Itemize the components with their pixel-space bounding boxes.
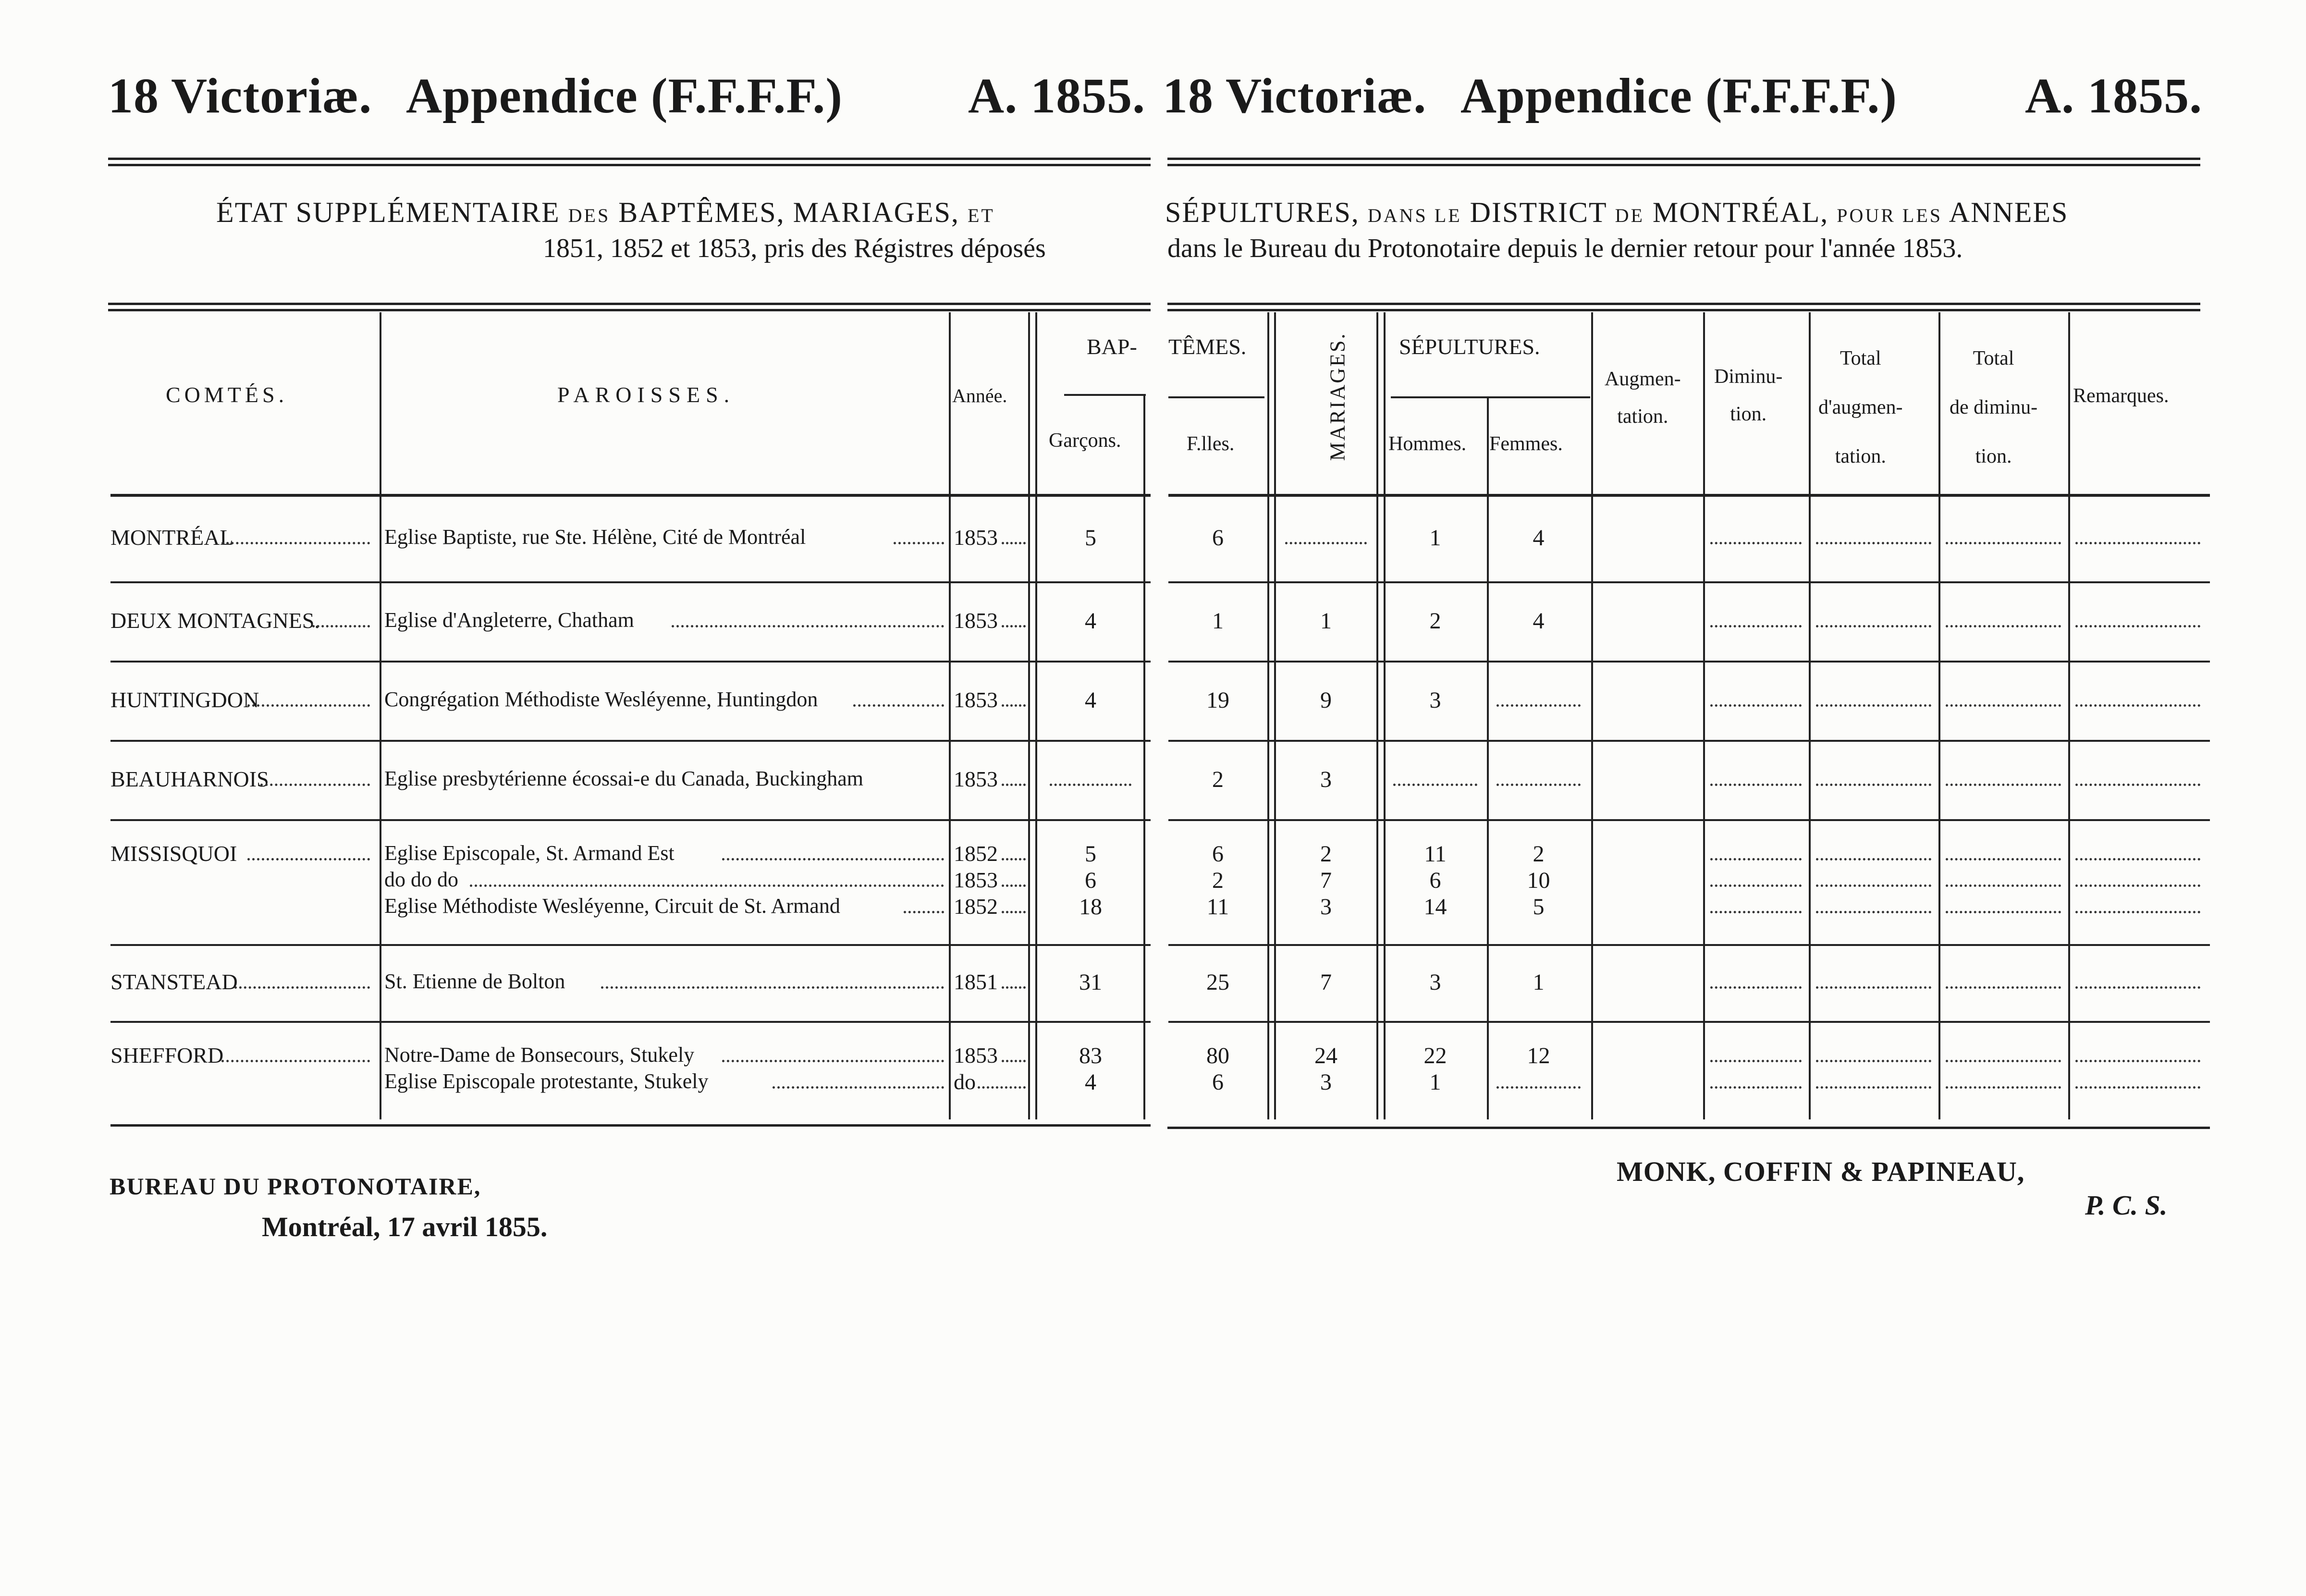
dot-leader [1946,911,2061,913]
dot-leader [2075,625,2200,627]
row-separator-right [1168,740,2210,742]
garcons-value: 4 [1085,687,1096,713]
row-separator-left [110,819,1151,821]
parish-name: St. Etienne de Bolton [384,970,565,993]
filles-value: 19 [1206,687,1229,713]
intro-line-1-right: SÉPULTURES, DANS LE DISTRICT DE MONTRÉAL, POUR LES ANNEES [1165,196,2069,228]
hommes-value: 1 [1429,525,1441,551]
row-separator-left [110,944,1151,946]
femmes-value: 2 [1533,841,1545,867]
year-value: 1852 [954,894,998,919]
mariages-value: 3 [1320,1069,1332,1095]
col-annee: Année. [952,385,1007,406]
sepultures-subrule [1391,396,1590,398]
dot-leader [260,784,370,786]
femmes-value: 1 [1533,970,1545,995]
row-separator-left [110,581,1151,583]
hommes-value: 22 [1423,1043,1447,1068]
col-total-diminution: Total de diminu- tion. [1950,347,2038,467]
mariages-value: 9 [1320,687,1332,713]
county-name: SHEFFORD [110,1043,224,1068]
mariages-value: 3 [1320,894,1332,920]
dot-leader [1002,784,1026,786]
dot-leader [1002,858,1026,860]
footer-title: P. C. S. [2085,1190,2168,1221]
col-rule-filles-a [1267,312,1269,1119]
dot-leader [1816,542,1931,544]
dot-leader [1496,1086,1581,1089]
hommes-value: 2 [1429,608,1441,634]
garcons-value: 83 [1079,1043,1102,1068]
dot-leader [904,911,944,913]
dot-leader [1393,784,1477,786]
dot-leader [2075,1086,2200,1089]
dot-leader [1816,1060,1931,1062]
year-value: 1853 [954,868,998,892]
dot-leader [853,704,944,707]
dot-leader [1002,986,1026,989]
county-name: STANSTEAD [110,970,238,994]
dot-leader [221,1060,370,1062]
row-separator-right [1168,661,2210,663]
garcons-value: 5 [1085,525,1096,551]
col-rule-mariages-a [1376,312,1378,1119]
femmes-value: 12 [1527,1043,1550,1068]
header-rule-right [1167,158,2200,166]
dot-leader [1710,1086,1802,1089]
table-bottom-rule-left [110,1124,1151,1127]
dot-leader [221,542,370,544]
dot-leader [1946,704,2061,707]
dot-leader [1816,986,1931,989]
dot-leader [2075,884,2200,887]
dot-leader [672,625,944,627]
filles-value: 6 [1212,841,1224,867]
year-value: do [954,1069,976,1094]
dot-leader [1002,884,1026,887]
col-diminution: Diminu- tion. [1714,366,1783,425]
mariages-value: 2 [1320,841,1332,867]
col-mariages: MARIAGES. [1325,332,1349,461]
dot-leader [1002,625,1026,627]
filles-value: 25 [1206,970,1229,995]
county-name: HUNTINGDON [110,687,259,712]
parish-name: Eglise Episcopale protestante, Stukely [384,1069,709,1093]
row-separator-left [110,661,1151,663]
dot-leader [1710,986,1802,989]
dot-leader [1946,784,2061,786]
county-name: MISSISQUOI [110,841,237,866]
row-separator-right [1168,819,2210,821]
row-separator-right [1168,944,2210,946]
dot-leader [894,542,944,544]
dot-leader [1710,911,1802,913]
femmes-value: 4 [1533,608,1545,634]
dot-leader [1946,542,2061,544]
parish-name: do do do [384,868,458,891]
dot-leader [1710,1060,1802,1062]
col-rule-annee-a [1028,312,1030,1119]
dot-leader [773,1086,944,1089]
mariages-value: 3 [1320,766,1332,792]
parish-name: Eglise Episcopale, St. Armand Est [384,841,675,865]
dot-leader [978,1086,1026,1089]
dot-leader [1002,1060,1026,1062]
dot-leader [1946,625,2061,627]
parish-name: Eglise Méthodiste Wesléyenne, Circuit de St. Armand [384,894,840,918]
year-value: 1852 [954,841,998,866]
year-value: 1853 [954,687,998,712]
parish-name: Congrégation Méthodiste Wesléyenne, Huntingdon [384,687,818,711]
col-rule-mariages-b [1384,312,1386,1119]
footer-place-date: Montréal, 17 avril 1855. [262,1211,548,1242]
hommes-value: 14 [1423,894,1447,920]
intro-line-2-right: dans le Bureau du Protonotaire depuis le dernier retour pour l'année 1853. [1167,233,1963,263]
year-value: 1853 [954,1043,998,1068]
county-name: DEUX MONTAGNES. [110,608,320,633]
dot-leader [1002,704,1026,707]
col-rule-paroisses [949,312,951,1119]
header-bottom-rule-right [1168,494,2210,497]
col-augmentation: Augmen- tation. [1605,368,1681,428]
row-separator-right [1168,581,2210,583]
table-top-rule-left [108,303,1151,311]
county-name: MONTRÉAL [110,525,233,550]
header-left-title: Appendice (F.F.F.F.) [406,68,843,123]
dot-leader [2075,1060,2200,1062]
filles-value: 80 [1206,1043,1229,1068]
dot-leader [1816,911,1931,913]
intro-line-2-left: 1851, 1852 et 1853, pris des Régistres déposés [543,233,1046,263]
dot-leader [1710,858,1802,860]
row-separator-left [110,740,1151,742]
year-value: 1853 [954,766,998,791]
col-filles: F.lles. [1187,433,1235,455]
dot-leader [247,858,370,860]
dot-leader [312,625,370,627]
filles-value: 6 [1212,1069,1224,1095]
femmes-value: 4 [1533,525,1545,551]
dot-leader [1710,704,1802,707]
year-value: 1853 [954,525,998,550]
col-hommes: Hommes. [1388,433,1467,455]
col-femmes: Femmes. [1489,433,1563,455]
hommes-value: 11 [1424,841,1447,867]
col-comtes: COMTÉS. [166,382,288,407]
dot-leader [722,858,944,860]
col-bap: BAP- [1087,334,1137,359]
femmes-value: 5 [1533,894,1545,920]
mariages-value: 7 [1320,868,1332,893]
header-right-session: 18 Victoriæ. [1163,68,1427,123]
header-left-session: 18 Victoriæ. [108,68,372,123]
parish-name: Notre-Dame de Bonsecours, Stukely [384,1043,695,1067]
dot-leader [1816,884,1931,887]
temes-subrule [1168,396,1264,398]
dot-leader [1816,625,1931,627]
table-top-rule-right [1167,303,2200,311]
dot-leader [2075,911,2200,913]
filles-value: 2 [1212,868,1224,893]
col-garcons: Garçons. [1049,430,1121,452]
dot-leader [1816,704,1931,707]
dot-leader [1002,542,1026,544]
col-rule-filles-b [1274,312,1276,1119]
col-rule-comtes [380,312,381,1119]
garcons-value: 4 [1085,608,1096,634]
dot-leader [2075,986,2200,989]
col-rule-femmes [1591,312,1593,1119]
year-value: 1853 [954,608,998,633]
dot-leader [247,704,370,707]
dot-leader [1816,784,1931,786]
bap-subrule [1064,394,1146,396]
parish-name: Eglise d'Angleterre, Chatham [384,608,634,632]
mariages-value: 1 [1320,608,1332,634]
footer-bureau: BUREAU DU PROTONOTAIRE, [110,1173,481,1200]
dot-leader [2075,784,2200,786]
dot-leader [601,986,944,989]
intro-line-1-left: ÉTAT SUPPLÉMENTAIRE DES BAPTÊMES, MARIAGES, ET [216,196,995,228]
garcons-value: 6 [1085,868,1096,893]
footer-signers: MONK, COFFIN & PAPINEAU, [1617,1156,2025,1187]
dot-leader [1002,911,1026,913]
col-rule-augmentation [1703,312,1705,1119]
table-bottom-rule-right [1167,1127,2210,1129]
mariages-value: 7 [1320,970,1332,995]
dot-leader [470,884,944,887]
col-paroisses: PAROISSES. [557,382,736,407]
hommes-value: 6 [1429,868,1441,893]
dot-leader [1946,884,2061,887]
row-separator-right [1168,1021,2210,1023]
dot-leader [1496,784,1581,786]
col-sepultures: SÉPULTURES. [1399,334,1540,359]
col-remarques: Remarques. [2073,385,2169,407]
dot-leader [1285,542,1367,544]
col-rule-diminution [1809,312,1811,1119]
header-bottom-rule-left [110,494,1151,497]
filles-value: 11 [1206,894,1229,920]
dot-leader [1946,1060,2061,1062]
header-rule-left [108,158,1151,166]
garcons-value: 4 [1085,1069,1096,1095]
dot-leader [1816,1086,1931,1089]
filles-value: 1 [1212,608,1224,634]
dot-leader [2075,704,2200,707]
dot-leader [1496,704,1581,707]
col-rule-total-dim [2068,312,2070,1119]
dot-leader [1946,986,2061,989]
filles-value: 6 [1212,525,1224,551]
dot-leader [2075,858,2200,860]
col-temes: TÊMES. [1168,334,1247,359]
dot-leader [722,1060,944,1062]
header-right-year: A. 1855. [2025,68,2203,123]
garcons-value: 31 [1079,970,1102,995]
dot-leader [1710,784,1802,786]
col-rule-total-aug [1938,312,1940,1119]
dot-leader [1710,625,1802,627]
hommes-value: 3 [1429,687,1441,713]
parish-name: Eglise Baptiste, rue Ste. Hélène, Cité de Montréal [384,525,806,549]
col-rule-bap [1143,394,1145,1119]
dot-leader [1816,858,1931,860]
header-left-year: A. 1855. [968,68,1146,123]
dot-leader [1946,858,2061,860]
col-total-augmentation: Total d'augmen- tation. [1818,347,1903,467]
garcons-value: 5 [1085,841,1096,867]
parish-name: Eglise presbytérienne écossai-e du Canada, Buckingham [384,766,864,790]
hommes-value: 3 [1429,970,1441,995]
dot-leader [1710,542,1802,544]
filles-value: 2 [1212,766,1224,792]
col-rule-annee-b [1035,312,1037,1119]
row-separator-left [110,1021,1151,1023]
dot-leader [1946,1086,2061,1089]
header-right-title: Appendice (F.F.F.F.) [1460,68,1898,123]
garcons-value: 18 [1079,894,1102,920]
hommes-value: 1 [1429,1069,1441,1095]
county-name: BEAUHARNOIS [110,766,269,791]
dot-leader [1710,884,1802,887]
dot-leader [234,986,370,989]
mariages-value: 24 [1314,1043,1337,1068]
dot-leader [2075,542,2200,544]
femmes-value: 10 [1527,868,1550,893]
dot-leader [1050,784,1131,786]
col-rule-hommes [1487,396,1489,1119]
year-value: 1851 [954,970,998,994]
